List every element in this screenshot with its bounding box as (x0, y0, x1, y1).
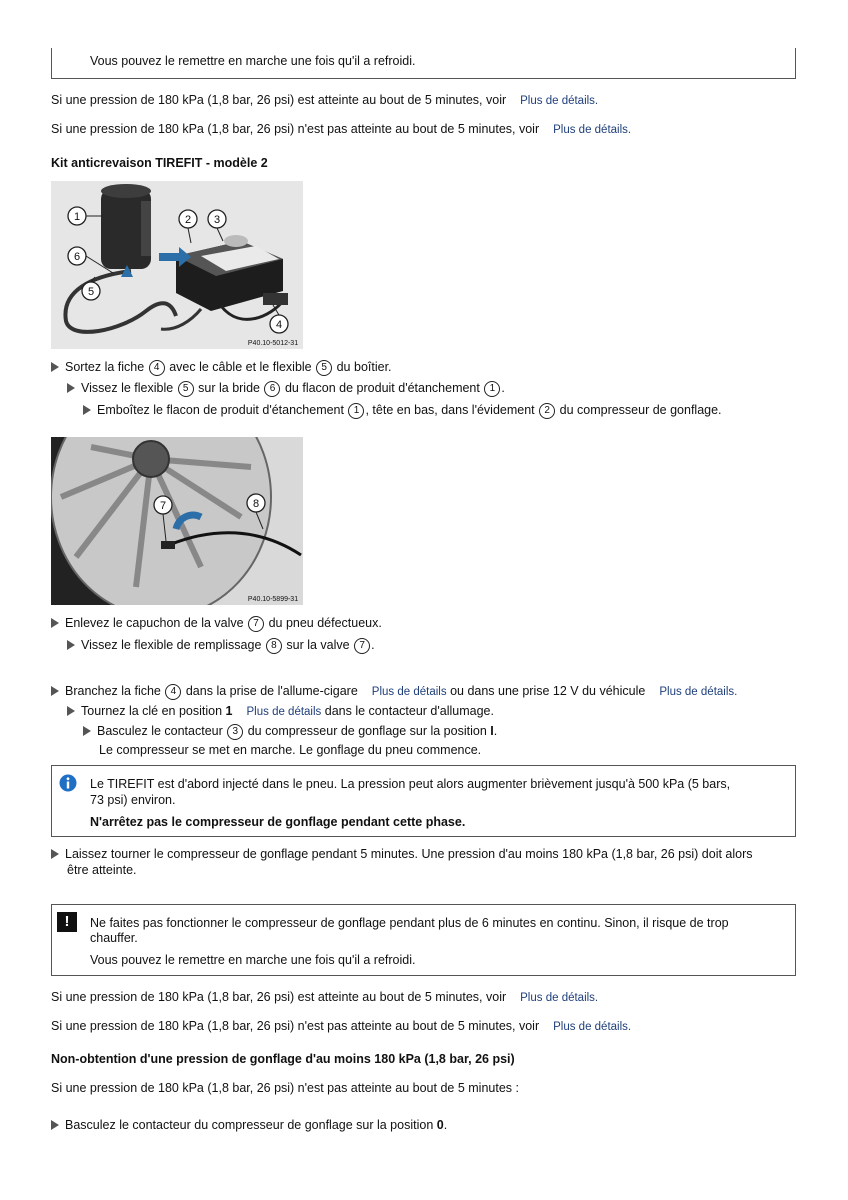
step-screw-fill-hose: Vissez le flexible de remplissage 8 sur la valve 7 . (67, 638, 375, 654)
details-link[interactable]: Plus de détails. (553, 1021, 632, 1033)
paragraph-pressure-ok: Si une pression de 180 kPa (1,8 bar, 26 psi) est atteinte au bout de 5 minutes, voir Plus de détails. (51, 93, 599, 107)
top-note-text: Vous pouvez le remettre en marche une fois qu'il a refroidi. (90, 54, 416, 68)
info-icon (59, 774, 77, 792)
details-link[interactable]: Plus de détails (246, 706, 322, 718)
details-link[interactable]: Plus de détails (371, 686, 447, 698)
figure-valve (51, 437, 303, 605)
step-switch-off: Basculez le contacteur du compresseur de gonflage sur la position 0. (51, 1118, 447, 1132)
callout-8: 8 (252, 498, 260, 510)
details-link[interactable]: Plus de détails. (553, 124, 632, 136)
info-box: Le TIREFIT est d'abord injecté dans le pneu. La pression peut alors augmenter brièvement jusqu'à 500 kPa (5 bars, 73 psi) environ. N'arrêtez pas le compresseur de gonflage pendant cette phase. (51, 765, 796, 837)
tirefit-kit-illustration (51, 181, 303, 349)
callout-7: 7 (159, 500, 167, 512)
step-turn-key: Tournez la clé en position 1 Plus de détails dans le contacteur d'allumage. (67, 704, 494, 718)
step-screw-hose: Vissez le flexible 5 sur la bride 6 du flacon de produit d'étanchement 1 . (67, 381, 505, 397)
callout-3: 3 (213, 214, 221, 226)
callout-6: 6 (73, 251, 81, 263)
paragraph-pressure-not-ok: Si une pression de 180 kPa (1,8 bar, 26 psi) n'est pas atteinte au bout de 5 minutes, voir Plus de détails. (51, 122, 632, 136)
valve-illustration (51, 437, 303, 605)
callout-1: 1 (73, 211, 81, 223)
details-link[interactable]: Plus de détails. (520, 95, 599, 107)
top-note-box (51, 48, 796, 79)
details-link[interactable]: Plus de détails. (520, 992, 599, 1004)
step-switch-on: Basculez le contacteur 3 du compresseur de gonflage sur la position I. (83, 724, 497, 740)
paragraph-pressure-ok-2: Si une pression de 180 kPa (1,8 bar, 26 psi) est atteinte au bout de 5 minutes, voir Plus de détails. (51, 990, 599, 1004)
figure-caption: P40.10-5012-31 (247, 340, 299, 347)
step-remove-cap: Enlevez le capuchon de la valve 7 du pneu défectueux. (51, 616, 382, 632)
figure-caption: P40.10-5899-31 (247, 596, 299, 603)
step-run-compressor: Laissez tourner le compresseur de gonflage pendant 5 minutes. Une pression d'au moins 180 kPa (1,8 bar, 26 psi) doit alors (51, 847, 753, 861)
callout-5: 5 (87, 286, 95, 298)
step-insert-bottle: Emboîtez le flacon de produit d'étanchement 1 , tête en bas, dans l'évidement 2 du compresseur de gonflage. (83, 403, 722, 419)
step-connect-plug: Branchez la fiche 4 dans la prise de l'allume-cigare Plus de détails ou dans une prise 12 V du véhicule Plus de détails. (51, 684, 737, 700)
paragraph-fail: Si une pression de 180 kPa (1,8 bar, 26 psi) n'est pas atteinte au bout de 5 minutes : (51, 1081, 519, 1095)
figure-tirefit-kit (51, 181, 303, 349)
paragraph-pressure-not-ok-2: Si une pression de 180 kPa (1,8 bar, 26 psi) n'est pas atteinte au bout de 5 minutes, voir Plus de détails. (51, 1019, 632, 1033)
warning-box: ! Ne faites pas fonctionner le compresseur de gonflage pendant plus de 6 minutes en continu. Sinon, il risque de trop chauffer. Vous pouvez le remettre en marche une fois qu'il a refroidi. (51, 904, 796, 976)
section-heading-kit: Kit anticrevaison TIREFIT - modèle 2 (51, 156, 268, 170)
details-link[interactable]: Plus de détails. (659, 686, 738, 698)
callout-4: 4 (275, 319, 283, 331)
step-remove-plug: Sortez la fiche 4 avec le câble et le flexible 5 du boîtier. (51, 360, 392, 376)
callout-2: 2 (184, 214, 192, 226)
warning-icon: ! (57, 912, 77, 932)
step-result: Le compresseur se met en marche. Le gonflage du pneu commence. (99, 743, 482, 757)
section-heading-fail: Non-obtention d'une pression de gonflage d'au moins 180 kPa (1,8 bar, 26 psi) (51, 1052, 515, 1066)
